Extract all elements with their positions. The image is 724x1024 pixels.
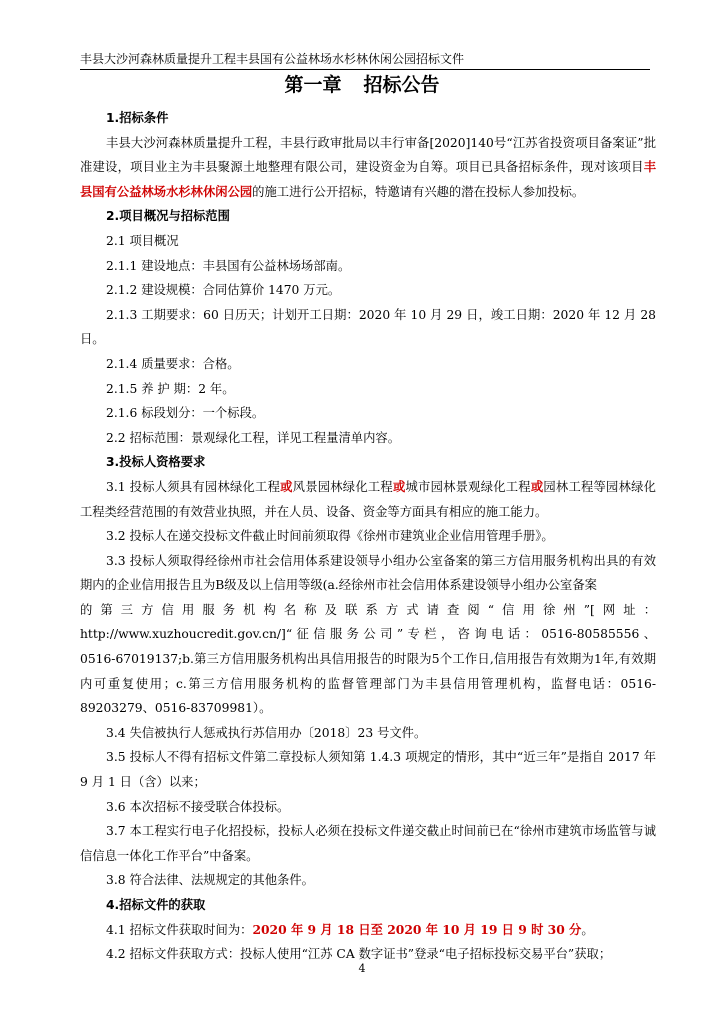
chapter-title: 招标公告	[363, 74, 440, 96]
paragraph: 3.3 投标人须取得经徐州市社会信用体系建设领导小组办公室备案的第三方信用服务机构出具的有效期内的企业信用报告且为B级及以上信用等级(a.经徐州市社会信用体系建设领导小组办公室备案	[80, 553, 656, 593]
paragraph: 0516-67019137;b.第三方信用服务机构出具信用报告的时限为5个工作日,信用报告有效期为1年,有效期内可重复使用；c.第三方信用服务机构的监督管理部门为丰县信用管理机构，监督电话：0516-89203279、0516-83709981）。	[80, 652, 656, 716]
paragraph: 2.2 招标范围：景观绿化工程，详见工程量清单内容。	[106, 430, 400, 445]
paragraph: 4.2 招标文件获取方式：投标人使用“江苏 CA 数字证书”登录“电子招标投标交易平台”获取；	[106, 947, 612, 962]
chapter-number: 第一章	[284, 74, 342, 96]
paragraph: 3.7 本工程实行电子化招投标，投标人必须在投标文件递交截止时间前已在“徐州市建筑市场监管与诚信信息一体化工作平台”中备案。	[80, 824, 656, 863]
section-heading: 1.招标条件	[106, 111, 169, 125]
project-name: 丰县国有公益林场水杉林休闲公园	[80, 159, 656, 199]
acquisition-period: 2020 年 9 月 18 日至 2020 年 10 月 19 日 9 时 30 分	[252, 921, 582, 937]
section-heading: 2.项目概况与招标范围	[106, 209, 230, 224]
document-body	[80, 106, 656, 967]
paragraph: 3.6 本次招标不接受联合体投标。	[106, 799, 290, 814]
paragraph: 2.1.4 质量要求：合格。	[106, 356, 240, 371]
paragraph: 2.1.5 养 护 期：2 年。	[106, 381, 235, 396]
paragraph: 2.1.6 标段划分：一个标段。	[106, 406, 265, 421]
paragraph: 2.1.1 建设地点：丰县国有公益林场场部南。	[106, 258, 351, 273]
paragraph: 3.2 投标人在递交投标文件截止时间前须取得《徐州市建筑业企业信用管理手册》。	[106, 529, 554, 544]
paragraph: 3.1 投标人须具有园林绿化工程或风景园林绿化工程或城市园林景观绿化工程或园林工程等园林绿化工程类经营范围的有效营业执照，并在人员、设备、资金等方面具有相应的施工能力。	[80, 478, 656, 519]
section-heading: 3.投标人资格要求	[106, 455, 206, 470]
paragraph: 3.8 符合法律、法规规定的其他条件。	[106, 873, 314, 888]
paragraph: 2.1 项目概况	[106, 233, 179, 248]
paragraph: 的第三方信用服务机构名称及联系方式请查阅“信用徐州”[网址：	[80, 602, 656, 617]
paragraph: 3.4 失信被执行人惩戒执行苏信用办〔2018〕23 号文件。	[106, 725, 427, 740]
paragraph: 2.1.2 建设规模：合同估算价 1470 万元。	[106, 283, 341, 298]
page-title	[0, 70, 724, 97]
paragraph: 2.1.3 工期要求：60 日历天；计划开工日期：2020 年 10 月 29 日，竣工日期：2020 年 12 月 28 日。	[80, 307, 656, 347]
paragraph: 3.5 投标人不得有招标文件第二章投标人须知第 1.4.3 项规定的情形，其中“近三年”是指自 2017 年 9 月 1 日（含）以来；	[80, 750, 656, 790]
page-number: 4	[358, 962, 366, 975]
paragraph: 丰县大沙河森林质量提升工程，丰县行政审批局以丰行审备[2020]140号“江苏省投资项目备案证”批准建设，项目业主为丰县聚源土地整理有限公司，建设资金为自筹。项目已具备招标条件，现对该项目丰县国有公益林场水杉林休闲公园的施工进行公开招标，特邀请有兴趣的潜在投标人参加投标。	[80, 135, 656, 199]
paragraph: http://www.xuzhoucredit.gov.cn/]“征信服务公司”专栏，咨询电话：0516-80585556、	[80, 627, 656, 642]
running-header: 丰县大沙河森林质量提升工程丰县国有公益林场水杉林休闲公园招标文件	[80, 50, 650, 70]
paragraph: 4.1 招标文件获取时间为：2020 年 9 月 18 日至 2020 年 10 月 19 日 9 时 30 分。	[106, 921, 594, 937]
section-heading: 4.招标文件的获取	[106, 898, 206, 912]
